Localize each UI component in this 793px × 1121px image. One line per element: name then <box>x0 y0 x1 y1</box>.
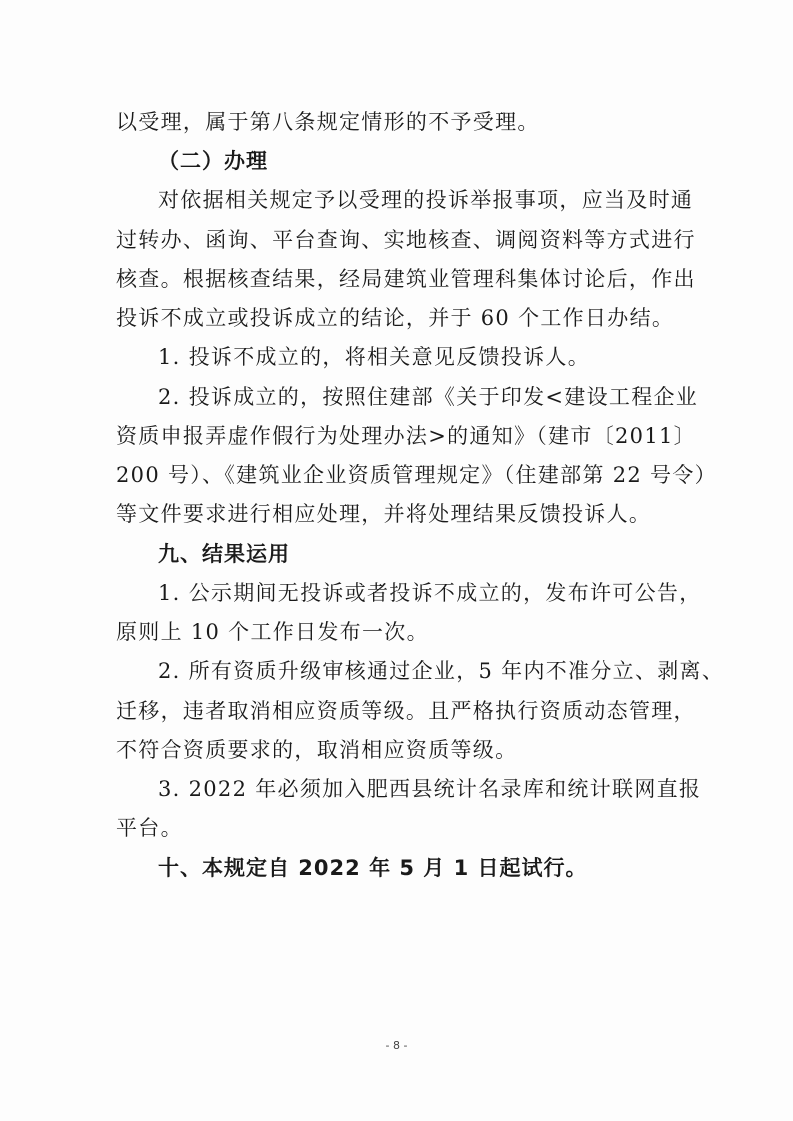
page-number: - 8 - <box>385 1039 408 1052</box>
list-item: 3. 2022 年必须加入肥西县统计名录库和统计联网直报 <box>158 777 702 801</box>
list-item: 1. 投诉不成立的，将相关意见反馈投诉人。 <box>158 345 591 369</box>
list-item: 2. 投诉成立的，按照住建部《关于印发<建设工程企业 <box>158 385 699 409</box>
paragraph-line: 迁移，违者取消相应资质等级。且严格执行资质动态管理， <box>116 699 696 723</box>
list-item: 2. 所有资质升级审核通过企业，5 年内不准分立、剥离、 <box>158 659 725 683</box>
paragraph-line: 平台。 <box>116 816 183 840</box>
list-item: 1. 公示期间无投诉或者投诉不成立的，发布许可公告， <box>158 581 702 605</box>
paragraph-line: 投诉不成立或投诉成立的结论，并于 60 个工作日办结。 <box>116 306 675 330</box>
paragraph-line: 200 号）、《建筑业企业资质管理规定》（住建部第 22 号令） <box>116 463 717 487</box>
paragraph-line: 对依据相关规定予以受理的投诉举报事项，应当及时通 <box>158 188 694 212</box>
paragraph-line: 过转办、函询、平台查询、实地核查、调阅资料等方式进行 <box>116 228 696 252</box>
paragraph-line: 资质申报弄虚作假行为处理办法>的通知》（建市〔2011〕 <box>116 424 696 448</box>
paragraph-line: 不符合资质要求的，取消相应资质等级。 <box>116 738 518 762</box>
paragraph-line: 等文件要求进行相应处理，并将处理结果反馈投诉人。 <box>116 502 652 526</box>
paragraph-line: 以受理，属于第八条规定情形的不予受理。 <box>116 110 540 134</box>
section-heading: 十、本规定自 2022 年 5 月 1 日起试行。 <box>158 856 588 880</box>
paragraph-line: 核查。根据核查结果，经局建筑业管理科集体讨论后，作出 <box>116 267 696 291</box>
section-heading: （二）办理 <box>158 149 268 173</box>
section-heading: 九、结果运用 <box>158 542 290 566</box>
paragraph-line: 原则上 10 个工作日发布一次。 <box>116 620 429 644</box>
